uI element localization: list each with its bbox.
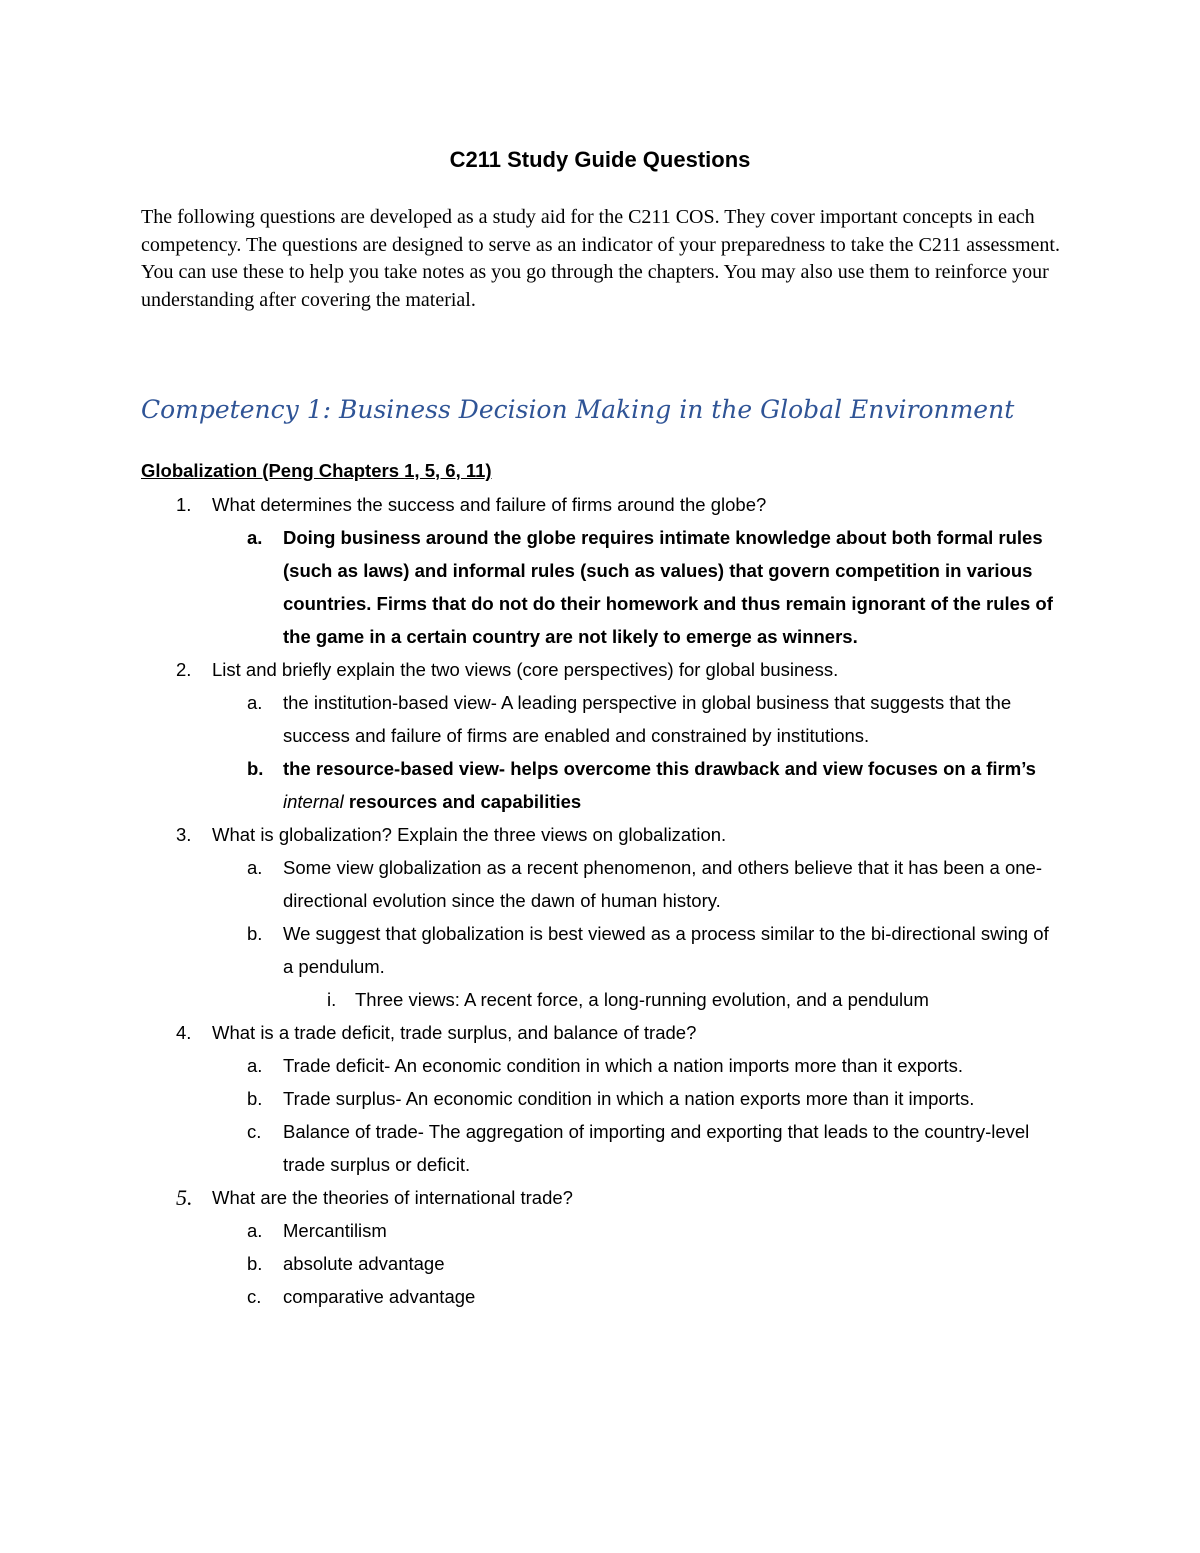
answer-marker: a. (247, 692, 263, 713)
answer-marker: b. (247, 923, 263, 944)
question-number: 2. (176, 659, 192, 680)
answer-text: Mercantilism (283, 1220, 387, 1241)
answer-text-end: resources and capabilities (343, 791, 582, 812)
answer-text: absolute advantage (283, 1253, 445, 1274)
answer-marker: b. (247, 758, 264, 779)
answer-marker: a. (247, 857, 263, 878)
section-heading: Globalization (Peng Chapters 1, 5, 6, 11) (141, 460, 492, 481)
question-text: List and briefly explain the two views (core perspectives) for global business. (212, 659, 839, 680)
answer-marker: c. (247, 1286, 262, 1307)
answer-item (0, 752, 1053, 818)
answer-marker: a. (247, 527, 263, 548)
question-number: 4. (176, 1022, 192, 1043)
question-text: What are the theories of international trade? (212, 1187, 573, 1208)
question-number: 1. (176, 494, 192, 515)
answer-item (0, 1049, 1053, 1082)
competency-heading: Competency 1: Business Decision Making in the Global Environment (141, 395, 1015, 424)
document-title: C211 Study Guide Questions (449, 147, 751, 172)
answer-text: Trade surplus- An economic condition in which a nation exports more than it imports. (283, 1088, 975, 1109)
answer-marker: a. (247, 1220, 263, 1241)
answer-marker: b. (247, 1088, 263, 1109)
subpoint-marker: i. (327, 989, 337, 1010)
answer-item (0, 1280, 1053, 1313)
question-list (0, 488, 1200, 1313)
answer-text: Some view globalization as a recent phenomenon, and others believe that it has been a one-directional evolution since the dawn of human history. (283, 857, 1042, 911)
answer-item (0, 851, 1053, 917)
answer-text: the institution-based view- A leading perspective in global business that suggests that the success and failure of firms are enabled and constrained by institutions. (283, 692, 1012, 746)
question-text: What is globalization? Explain the three views on globalization. (212, 824, 727, 845)
question-text: What determines the success and failure of firms around the globe? (212, 494, 767, 515)
question-item (0, 1181, 1052, 1214)
answer-item (0, 917, 1053, 983)
answer-item (0, 1247, 1053, 1280)
answer-text: comparative advantage (283, 1286, 476, 1307)
answer-marker: a. (247, 1055, 263, 1076)
answer-marker: c. (247, 1121, 262, 1142)
question-number: 3. (176, 824, 192, 845)
subpoint-item (0, 983, 1055, 1016)
question-item (0, 488, 1052, 521)
answer-marker: b. (247, 1253, 263, 1274)
answer-item (0, 1115, 1053, 1181)
subpoint-text: Three views: A recent force, a long-running evolution, and a pendulum (355, 989, 929, 1010)
answer-item (0, 1082, 1053, 1115)
intro-paragraph: The following questions are developed as a study aid for the C211 COS. They cover important concepts in each competency. The questions are designed to serve as an indicator of your preparedness to take the C211 assessment. You can use these to help you take notes as you go through the chapters. You may also use them to reinforce your understanding after covering the material. (141, 206, 1060, 311)
answer-text: Trade deficit- An economic condition in which a nation imports more than it exports. (283, 1055, 964, 1076)
question-item (0, 1016, 1052, 1049)
question-item (0, 818, 1052, 851)
question-item (0, 653, 1052, 686)
answer-item (0, 521, 1053, 653)
question-text: What is a trade deficit, trade surplus, and balance of trade? (212, 1022, 697, 1043)
answer-item (0, 1214, 1053, 1247)
answer-text: We suggest that globalization is best viewed as a process similar to the bi-directional swing of a pendulum. (283, 923, 1049, 977)
answer-text-start: the resource-based view- helps overcome this drawback and view focuses on a firm’s (283, 758, 1036, 779)
answer-text-emphasis: internal (283, 791, 344, 812)
question-number: 5. (176, 1185, 193, 1210)
answer-text: Doing business around the globe requires intimate knowledge about both formal rules (such as laws) and informal rules (such as values) that govern competition in various countries. Firms that do not do their homework and thus remain ignorant of the rules of the game in a certain country are not likely to emerge as winners. (283, 527, 1053, 647)
answer-text: Balance of trade- The aggregation of importing and exporting that leads to the country-level trade surplus or deficit. (283, 1121, 1030, 1175)
answer-item (0, 686, 1053, 752)
